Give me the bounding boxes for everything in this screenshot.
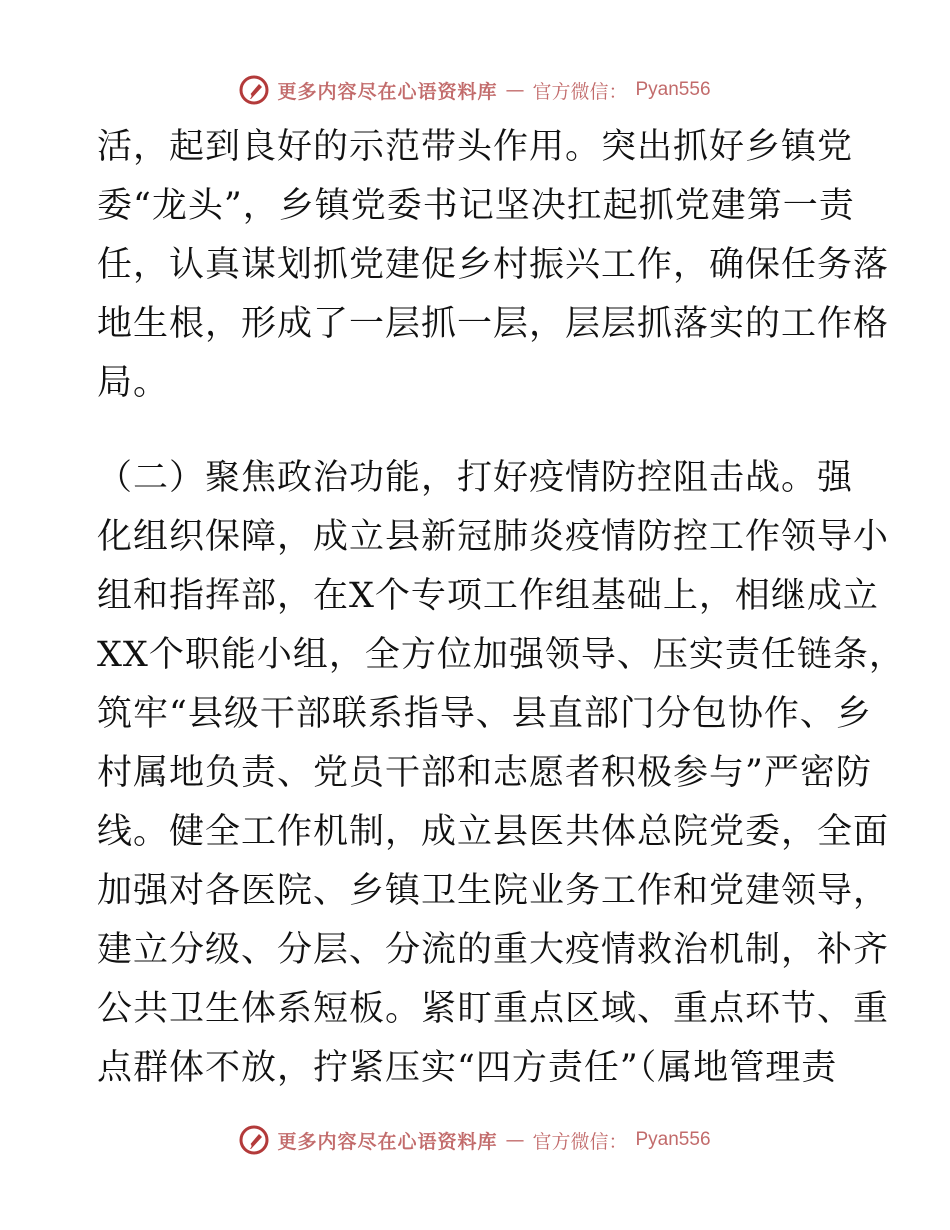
- banner-contact-label: 官方微信：: [532, 1130, 628, 1153]
- paragraph-1: [97, 118, 890, 413]
- banner-separator: —: [505, 1129, 525, 1151]
- paragraph-2: [97, 449, 905, 1098]
- banner-contact-id: Pyan556: [635, 79, 711, 100]
- banner-contact-label: 官方微信：: [532, 80, 628, 103]
- pen-circle-logo-icon: [239, 1125, 269, 1155]
- text-line: 点群体不放，拧紧压实“四方责任”（属地管理责: [97, 1048, 838, 1088]
- banner-contact-id: Pyan556: [635, 1129, 711, 1150]
- text-line: 建立分级、分层、分流的重大疫情救治机制，补齐: [97, 930, 890, 970]
- document-body: [97, 118, 905, 1098]
- text-line: 委“龙头”，乡镇党委书记坚决扛起抓党建第一责: [97, 186, 855, 226]
- text-line: XX个职能小组，全方位加强领导、压实责任链条，: [97, 635, 905, 675]
- text-line: 公共卫生体系短板。紧盯重点区域、重点环节、重: [97, 989, 890, 1029]
- text-line: 化组织保障，成立县新冠肺炎疫情防控工作领导小: [97, 517, 890, 557]
- banner-separator: —: [505, 79, 525, 101]
- paragraph-gap: [97, 413, 857, 449]
- text-line: 村属地负责、党员干部和志愿者积极参与”严密防: [97, 753, 872, 793]
- text-line: 地生根，形成了一层抓一层，层层抓落实的工作格: [97, 304, 890, 344]
- text-line: 加强对各医院、乡镇卫生院业务工作和党建领导，: [97, 871, 890, 911]
- text-line: （二）聚焦政治功能，打好疫情防控阻击战。强: [97, 458, 854, 498]
- text-line: 组和指挥部，在X个专项工作组基础上，相继成立: [97, 576, 879, 616]
- pen-circle-logo-icon: [239, 75, 269, 105]
- header-watermark-banner: [0, 70, 950, 110]
- banner-main-text: 更多内容尽在心语资料库: [277, 1130, 498, 1153]
- text-line: 任，认真谋划抓党建促乡村振兴工作，确保任务落: [97, 245, 890, 285]
- text-line: 活，起到良好的示范带头作用。突出抓好乡镇党: [97, 127, 854, 167]
- footer-watermark-banner: [0, 1120, 950, 1160]
- text-line: 局。: [97, 363, 170, 403]
- text-line: 线。健全工作机制，成立县医共体总院党委，全面: [97, 812, 890, 852]
- text-line: 筑牢“县级干部联系指导、县直部门分包协作、乡: [97, 694, 872, 734]
- banner-main-text: 更多内容尽在心语资料库: [277, 80, 498, 103]
